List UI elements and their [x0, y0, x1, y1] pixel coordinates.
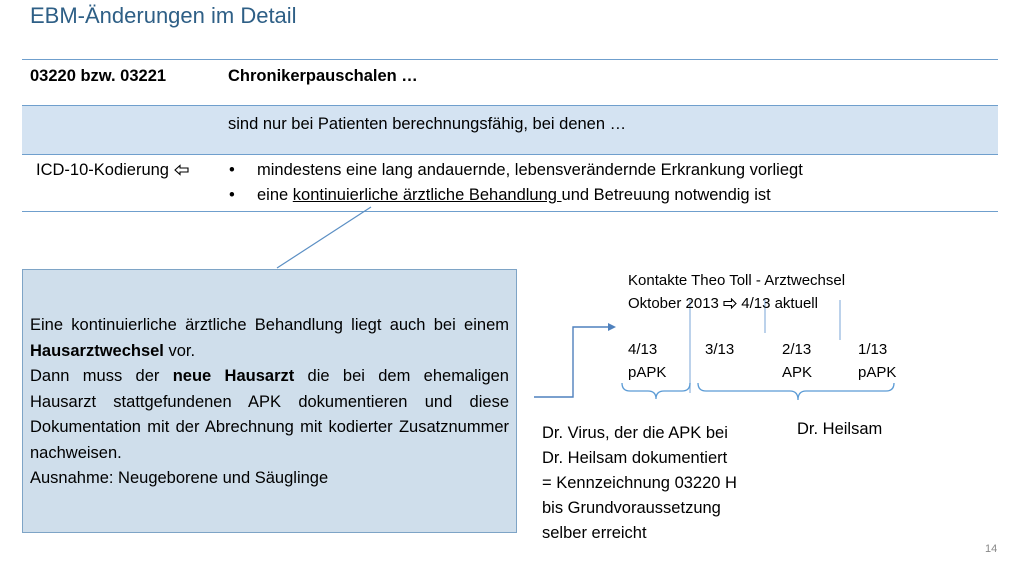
month-type: pAPK	[858, 364, 897, 381]
timeline-title-line-2: Oktober 2013 4/13 aktuell	[628, 295, 818, 312]
page-number: 14	[985, 543, 998, 555]
bullet-dot: •	[229, 161, 235, 179]
month-date: 1/13	[858, 341, 888, 358]
bullet-item-1: mindestens eine lang andauernde, lebensverändernde Erkrankung vorliegt	[257, 161, 803, 179]
info-paragraph-2: Dann muss der neue Hausarzt die bei dem ehemaligen Hausarzt stattgefundenen APK dokumentieren und diese Dokumentation mit der Abrechnung mit kodierter Zusatznummer nachweisen.	[30, 367, 509, 462]
doctor-left-line: Dr. Virus, der die APK bei	[542, 424, 728, 442]
slide-title: EBM-Änderungen im Detail	[30, 3, 297, 28]
brace-right	[698, 383, 894, 400]
month-type: pAPK	[628, 364, 667, 381]
doctor-left-line: bis Grundvoraussetzung	[542, 499, 721, 517]
table-heading-cell: Chronikerpauschalen …	[228, 67, 418, 85]
doctor-left-line: Dr. Heilsam dokumentiert	[542, 449, 728, 467]
month-date: 2/13	[782, 341, 812, 358]
callout-line	[277, 207, 371, 268]
doctor-left-line: selber erreicht	[542, 524, 647, 542]
doctor-right-label: Dr. Heilsam	[797, 420, 883, 438]
timeline-title-line-1: Kontakte Theo Toll - Arztwechsel	[628, 272, 846, 289]
continuous-treatment-link[interactable]: kontinuierliche ärztliche Behandlung	[292, 186, 562, 204]
arrow-right-outline-icon	[723, 295, 737, 312]
table-condition-text: sind nur bei Patienten berechnungsfähig, bei denen …	[228, 115, 627, 133]
arrowhead	[608, 323, 616, 331]
table-code-cell: 03220 bzw. 03221	[30, 67, 167, 85]
doctor-left-line: = Kennzeichnung 03220 H	[542, 474, 737, 492]
icd-label-text: ICD-10-Kodierung	[36, 161, 169, 179]
info-paragraph-3: Ausnahme: Neugeborene und Säuglinge	[30, 469, 329, 487]
connector-arrow-line	[534, 327, 612, 397]
bullet-dot: •	[229, 186, 235, 204]
month-date: 3/13	[705, 341, 735, 358]
bullet-item-2-pre: eine	[257, 186, 293, 204]
brace-left	[622, 383, 690, 399]
info-paragraph-1: Eine kontinuierliche ärztliche Behandlung liegt auch bei einem Hausarztwechsel vor.	[30, 316, 509, 360]
month-date: 4/13	[628, 341, 658, 358]
month-type: APK	[782, 364, 813, 381]
bullet-item-2-post: und Betreuung notwendig ist	[561, 186, 771, 204]
